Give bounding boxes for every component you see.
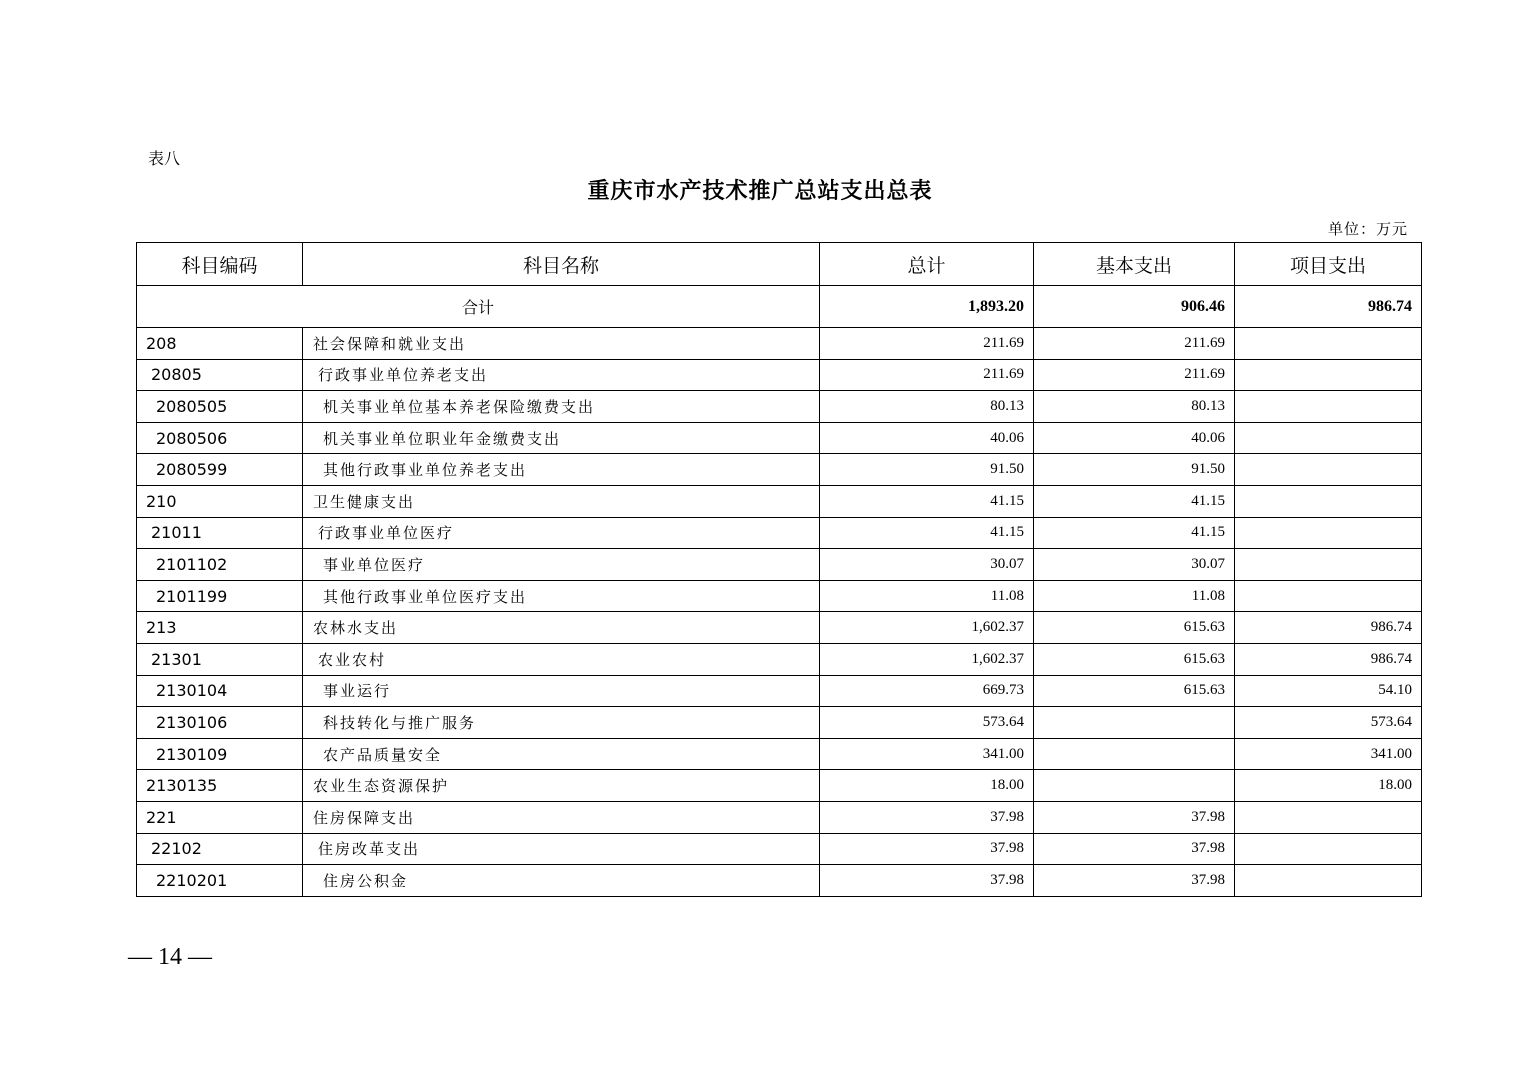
row-total: 40.06 bbox=[820, 422, 1034, 454]
row-total: 1,602.37 bbox=[820, 612, 1034, 644]
row-project bbox=[1235, 359, 1422, 391]
row-code: 208 bbox=[137, 328, 303, 360]
header-total: 总计 bbox=[820, 243, 1034, 286]
expense-summary-table bbox=[136, 242, 1422, 897]
row-code: 221 bbox=[137, 801, 303, 833]
row-total: 211.69 bbox=[820, 328, 1034, 360]
row-name: 机关事业单位基本养老保险缴费支出 bbox=[303, 391, 820, 423]
row-project: 986.74 bbox=[1235, 612, 1422, 644]
table-header-row bbox=[137, 243, 1422, 286]
table-row bbox=[137, 580, 1422, 612]
row-project bbox=[1235, 580, 1422, 612]
row-code: 21011 bbox=[137, 517, 303, 549]
row-name: 其他行政事业单位医疗支出 bbox=[303, 580, 820, 612]
total-sum: 1,893.20 bbox=[820, 286, 1034, 328]
table-row bbox=[137, 549, 1422, 581]
total-basic: 906.46 bbox=[1034, 286, 1235, 328]
row-name: 农产品质量安全 bbox=[303, 738, 820, 770]
row-code: 2130109 bbox=[137, 738, 303, 770]
row-code: 2101102 bbox=[137, 549, 303, 581]
row-project bbox=[1235, 833, 1422, 865]
row-total: 37.98 bbox=[820, 833, 1034, 865]
table-row bbox=[137, 770, 1422, 802]
table-row bbox=[137, 612, 1422, 644]
row-code: 21301 bbox=[137, 643, 303, 675]
row-total: 211.69 bbox=[820, 359, 1034, 391]
row-project: 573.64 bbox=[1235, 707, 1422, 739]
row-basic: 37.98 bbox=[1034, 833, 1235, 865]
total-label: 合计 bbox=[137, 286, 820, 328]
table-row bbox=[137, 738, 1422, 770]
row-project: 54.10 bbox=[1235, 675, 1422, 707]
row-project bbox=[1235, 517, 1422, 549]
table-row bbox=[137, 517, 1422, 549]
table-row bbox=[137, 359, 1422, 391]
row-total: 669.73 bbox=[820, 675, 1034, 707]
table-row bbox=[137, 707, 1422, 739]
row-name: 机关事业单位职业年金缴费支出 bbox=[303, 422, 820, 454]
table-label: 表八 bbox=[148, 149, 181, 168]
row-name: 住房公积金 bbox=[303, 865, 820, 897]
table-row bbox=[137, 391, 1422, 423]
row-basic bbox=[1034, 707, 1235, 739]
row-name: 卫生健康支出 bbox=[303, 485, 820, 517]
row-code: 22102 bbox=[137, 833, 303, 865]
row-basic: 615.63 bbox=[1034, 643, 1235, 675]
row-basic: 211.69 bbox=[1034, 359, 1235, 391]
row-project bbox=[1235, 454, 1422, 486]
row-basic: 37.98 bbox=[1034, 865, 1235, 897]
row-name: 事业单位医疗 bbox=[303, 549, 820, 581]
row-name: 住房改革支出 bbox=[303, 833, 820, 865]
row-name: 其他行政事业单位养老支出 bbox=[303, 454, 820, 486]
row-project bbox=[1235, 865, 1422, 897]
row-code: 2130106 bbox=[137, 707, 303, 739]
row-name: 科技转化与推广服务 bbox=[303, 707, 820, 739]
row-basic: 11.08 bbox=[1034, 580, 1235, 612]
row-basic: 41.15 bbox=[1034, 517, 1235, 549]
row-name: 事业运行 bbox=[303, 675, 820, 707]
row-basic bbox=[1034, 770, 1235, 802]
row-project: 18.00 bbox=[1235, 770, 1422, 802]
header-name: 科目名称 bbox=[303, 243, 820, 286]
table-row bbox=[137, 328, 1422, 360]
row-project bbox=[1235, 391, 1422, 423]
row-code: 2210201 bbox=[137, 865, 303, 897]
total-row bbox=[137, 286, 1422, 328]
row-name: 农业生态资源保护 bbox=[303, 770, 820, 802]
total-project: 986.74 bbox=[1235, 286, 1422, 328]
row-total: 573.64 bbox=[820, 707, 1034, 739]
row-name: 住房保障支出 bbox=[303, 801, 820, 833]
row-total: 41.15 bbox=[820, 517, 1034, 549]
header-code: 科目编码 bbox=[137, 243, 303, 286]
row-basic: 37.98 bbox=[1034, 801, 1235, 833]
row-project bbox=[1235, 328, 1422, 360]
table-row bbox=[137, 801, 1422, 833]
page-number: — 14 — bbox=[128, 944, 212, 970]
row-basic: 30.07 bbox=[1034, 549, 1235, 581]
row-name: 农业农村 bbox=[303, 643, 820, 675]
row-total: 11.08 bbox=[820, 580, 1034, 612]
row-code: 2130104 bbox=[137, 675, 303, 707]
row-name: 行政事业单位养老支出 bbox=[303, 359, 820, 391]
row-project bbox=[1235, 801, 1422, 833]
row-total: 37.98 bbox=[820, 801, 1034, 833]
row-project bbox=[1235, 549, 1422, 581]
row-code: 2080505 bbox=[137, 391, 303, 423]
row-total: 1,602.37 bbox=[820, 643, 1034, 675]
row-total: 41.15 bbox=[820, 485, 1034, 517]
row-basic: 615.63 bbox=[1034, 612, 1235, 644]
table-row bbox=[137, 643, 1422, 675]
row-total: 37.98 bbox=[820, 865, 1034, 897]
row-code: 20805 bbox=[137, 359, 303, 391]
row-code: 2130135 bbox=[137, 770, 303, 802]
row-project: 341.00 bbox=[1235, 738, 1422, 770]
row-basic bbox=[1034, 738, 1235, 770]
row-basic: 40.06 bbox=[1034, 422, 1235, 454]
row-basic: 211.69 bbox=[1034, 328, 1235, 360]
document-title: 重庆市水产技术推广总站支出总表 bbox=[587, 179, 933, 204]
row-project bbox=[1235, 422, 1422, 454]
row-name: 行政事业单位医疗 bbox=[303, 517, 820, 549]
row-basic: 80.13 bbox=[1034, 391, 1235, 423]
row-code: 213 bbox=[137, 612, 303, 644]
row-total: 341.00 bbox=[820, 738, 1034, 770]
header-basic: 基本支出 bbox=[1034, 243, 1235, 286]
row-basic: 91.50 bbox=[1034, 454, 1235, 486]
table-row bbox=[137, 865, 1422, 897]
row-code: 210 bbox=[137, 485, 303, 517]
table-row bbox=[137, 833, 1422, 865]
row-basic: 615.63 bbox=[1034, 675, 1235, 707]
row-code: 2080506 bbox=[137, 422, 303, 454]
row-project bbox=[1235, 485, 1422, 517]
table-row bbox=[137, 422, 1422, 454]
header-project: 项目支出 bbox=[1235, 243, 1422, 286]
row-total: 30.07 bbox=[820, 549, 1034, 581]
table-row bbox=[137, 485, 1422, 517]
table-row bbox=[137, 675, 1422, 707]
row-name: 农林水支出 bbox=[303, 612, 820, 644]
row-code: 2101199 bbox=[137, 580, 303, 612]
row-code: 2080599 bbox=[137, 454, 303, 486]
row-project: 986.74 bbox=[1235, 643, 1422, 675]
row-total: 91.50 bbox=[820, 454, 1034, 486]
row-basic: 41.15 bbox=[1034, 485, 1235, 517]
row-name: 社会保障和就业支出 bbox=[303, 328, 820, 360]
row-total: 18.00 bbox=[820, 770, 1034, 802]
row-total: 80.13 bbox=[820, 391, 1034, 423]
unit-label: 单位：万元 bbox=[1327, 220, 1408, 238]
table-row bbox=[137, 454, 1422, 486]
